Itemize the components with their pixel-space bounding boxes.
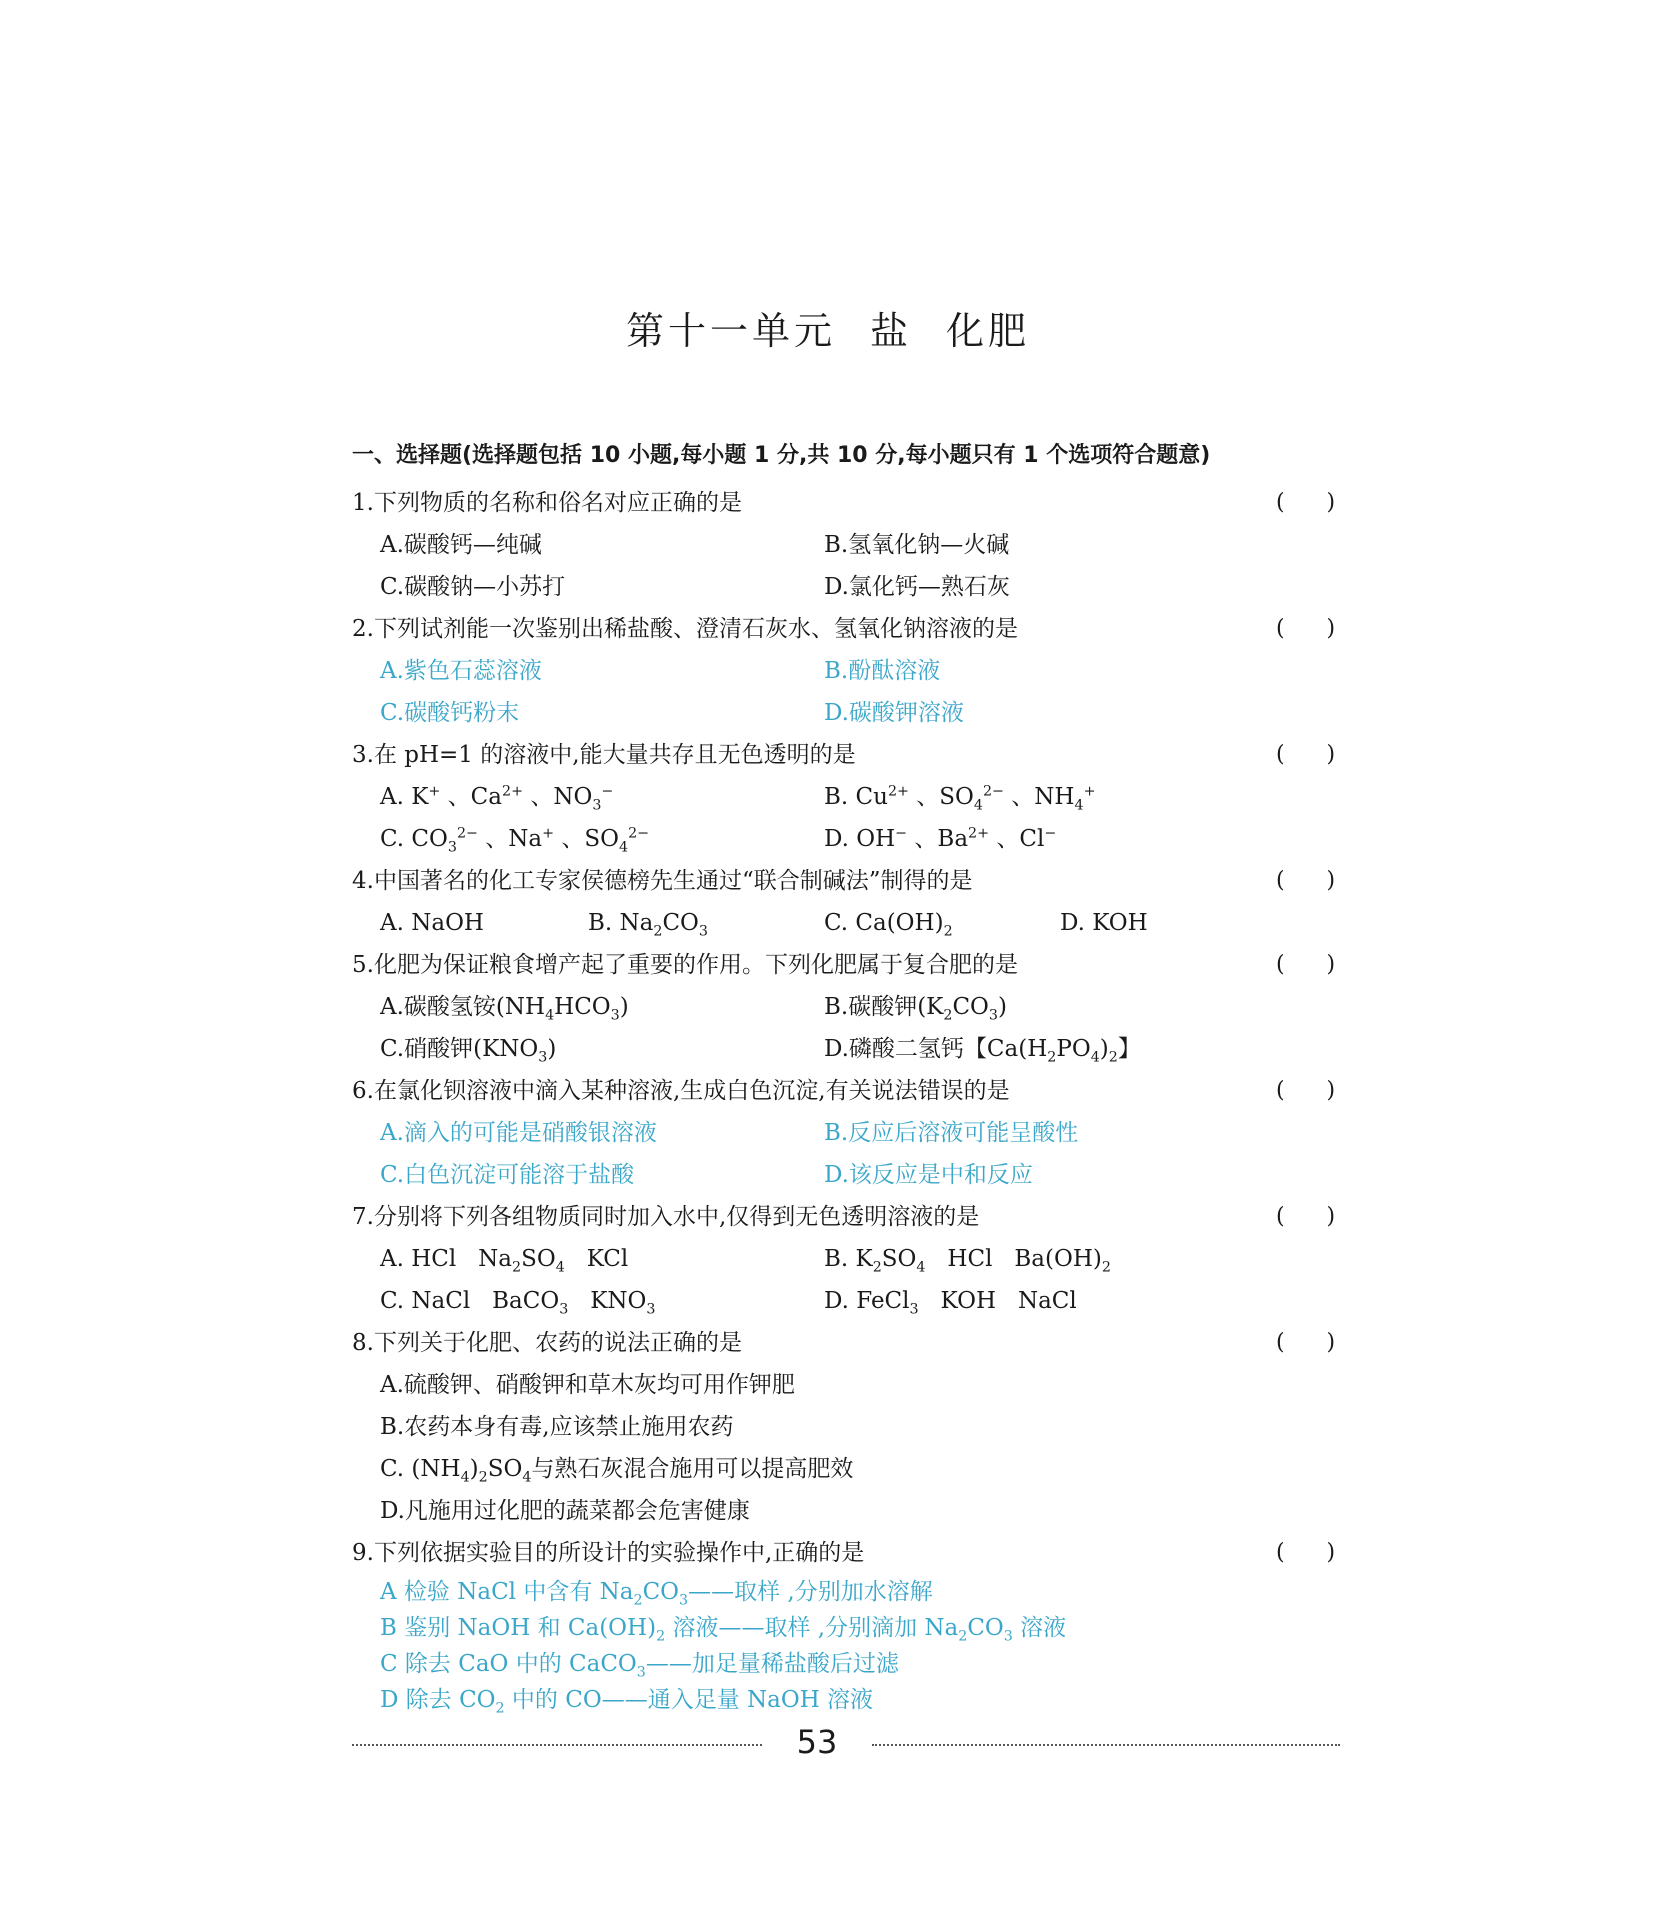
question-stem: [352, 1196, 1352, 1238]
question-content: [352, 440, 1352, 1718]
option-c: C.碳酸钠—小苏打: [380, 574, 566, 600]
option-d: D. FeCl$_3$ KOH NaCl: [824, 1288, 1077, 1318]
answer-blank: ( ): [1276, 952, 1336, 977]
option-a: A.碳酸氢铵$(NH_4HCO_3)$: [380, 994, 629, 1024]
option-c: C.碳酸钙粉末: [380, 700, 520, 726]
option-row: [352, 1448, 1352, 1490]
option-b-end: 溶液: [1012, 1615, 1067, 1641]
question-stem-text: 6.在氯化钡溶液中滴入某种溶液,生成白色沉淀,有关说法错误的是: [352, 1078, 1010, 1104]
option-a-text: ——取样 ,分别加水溶解: [688, 1579, 933, 1605]
option-b: B.碳酸钾$(K_2CO_3)$: [824, 994, 1007, 1024]
option-b: B.酚酞溶液: [824, 658, 941, 684]
answer-blank: ( ): [1276, 1204, 1336, 1229]
section-heading: 一、选择题(选择题包括 10 小题,每小题 1 分,共 10 分,每小题只有 1 个选项符合题意): [352, 443, 1211, 468]
option-b: B.农药本身有毒,应该禁止施用农药: [380, 1414, 734, 1440]
option-row: [352, 776, 1352, 818]
option-row: [352, 1682, 1352, 1718]
option-row: [352, 1574, 1352, 1610]
question-stem: [352, 944, 1352, 986]
option-b: B. $Cu^{2+}$ 、$SO_4^{2-}$ 、$NH_4^+$: [824, 783, 1096, 814]
option-row: [352, 1610, 1352, 1646]
question-6: [352, 1070, 1352, 1196]
option-c: C.硝酸钾$(KNO_3)$: [380, 1036, 557, 1066]
answer-blank: ( ): [1276, 1330, 1336, 1355]
question-5: [352, 944, 1352, 1070]
option-d: D. KOH: [1060, 910, 1148, 936]
option-a: A. NaOH: [380, 910, 484, 936]
question-stem: [352, 734, 1352, 776]
option-b: B.反应后溶液可能呈酸性: [824, 1120, 1079, 1146]
answer-blank: ( ): [1276, 742, 1336, 767]
option-row: [352, 1154, 1352, 1196]
question-stem-text: 7.分别将下列各组物质同时加入水中,仅得到无色透明溶液的是: [352, 1204, 980, 1230]
question-stem: [352, 860, 1352, 902]
option-row: [352, 692, 1352, 734]
option-c: C. $CO_3^{2-}$ 、Na+ 、$SO_4^{2-}$: [380, 825, 650, 856]
option-row: [352, 566, 1352, 608]
option-row: [352, 524, 1352, 566]
option-row: [352, 1280, 1352, 1322]
option-d: D.该反应是中和反应: [824, 1162, 1033, 1188]
option-a: A.紫色石蕊溶液: [380, 658, 542, 684]
option-c-text: 与熟石灰混合施用可以提高肥效: [531, 1456, 854, 1482]
option-d: D.磷酸二氢钙【$Ca(H_2PO_4)_2$】: [824, 1036, 1141, 1066]
question-stem: [352, 1070, 1352, 1112]
option-d: D.凡施用过化肥的蔬菜都会危害健康: [380, 1498, 750, 1524]
answer-blank: ( ): [1276, 1540, 1336, 1565]
option-c-text: ——加足量稀盐酸后过滤: [645, 1651, 899, 1677]
option-row: [352, 1406, 1352, 1448]
option-row: [352, 1112, 1352, 1154]
option-row: [352, 818, 1352, 860]
option-c: C. $(NH_4)_2SO_4$与熟石灰混合施用可以提高肥效: [380, 1456, 854, 1486]
option-a: A.滴入的可能是硝酸银溶液: [380, 1120, 657, 1146]
question-7: [352, 1196, 1352, 1322]
question-9: [352, 1532, 1352, 1718]
question-2: [352, 608, 1352, 734]
option-b: B.氢氧化钠—火碱: [824, 532, 1010, 558]
unit-title: [0, 300, 1656, 355]
option-d: D.碳酸钾溶液: [824, 700, 964, 726]
option-c: C. $Ca(OH)_2$: [824, 910, 953, 940]
option-c: C.白色沉淀可能溶于盐酸: [380, 1162, 635, 1188]
option-a: A 检验 NaCl 中含有 $Na_2CO_3——$取样 ,分别加水溶解: [380, 1579, 933, 1609]
option-c: C 除去 CaO 中的 CaCO$_3$——加足量稀盐酸后过滤: [380, 1651, 899, 1681]
question-stem-text: 4.中国著名的化工专家侯德榜先生通过“联合制碱法”制得的是: [352, 868, 973, 894]
option-b: B. $Na_2CO_3$: [588, 910, 708, 940]
question-stem: [352, 482, 1352, 524]
unit-title-salt: 盐: [869, 309, 912, 353]
question-stem-text: 8.下列关于化肥、农药的说法正确的是: [352, 1330, 742, 1356]
question-stem: [352, 608, 1352, 650]
option-a: A.碳酸钙—纯碱: [380, 532, 542, 558]
option-d: D.氯化钙—熟石灰: [824, 574, 1010, 600]
option-a: A.硫酸钾、硝酸钾和草木灰均可用作钾肥: [380, 1372, 795, 1398]
question-stem: [352, 1322, 1352, 1364]
question-stem: [352, 1532, 1352, 1574]
question-stem-text: 3.在 pH=1 的溶液中,能大量共存且无色透明的是: [352, 742, 856, 768]
option-d: D. OH− 、$Ba^{2+}$ 、Cl−: [824, 825, 1057, 852]
option-row: [352, 650, 1352, 692]
option-d: D 除去 $CO_2$ 中的 CO——通入足量 NaOH 溶液: [380, 1687, 874, 1717]
question-8: [352, 1322, 1352, 1532]
page-footer: [352, 1722, 1340, 1762]
answer-blank: ( ): [1276, 1078, 1336, 1103]
option-row: [352, 1028, 1352, 1070]
option-a: A. K+ 、$Ca^{2+}$ 、$NO_3^-$: [380, 783, 614, 814]
question-stem-text: 1.下列物质的名称和俗名对应正确的是: [352, 490, 742, 516]
option-row: [352, 1364, 1352, 1406]
answer-blank: ( ): [1276, 490, 1336, 515]
answer-blank: ( ): [1276, 616, 1336, 641]
option-row: [352, 1238, 1352, 1280]
footer-divider-right: [872, 1744, 1340, 1746]
option-row: [352, 1490, 1352, 1532]
footer-divider-left: [352, 1744, 762, 1746]
option-b-text: ——取样 ,分别滴加: [718, 1615, 925, 1641]
question-1: [352, 482, 1352, 608]
option-b: B. $K_2SO_4$ HCl $Ba(OH)_2$: [824, 1246, 1111, 1276]
unit-title-number: 第十一单元: [625, 309, 836, 353]
answer-blank: ( ): [1276, 868, 1336, 893]
option-row: [352, 1646, 1352, 1682]
option-row: [352, 902, 1352, 944]
question-3: [352, 734, 1352, 860]
question-stem-text: 9.下列依据实验目的所设计的实验操作中,正确的是: [352, 1540, 865, 1566]
page-number: 53: [796, 1723, 838, 1761]
option-a: A. HCl $Na_2SO_4$ KCl: [380, 1246, 629, 1276]
unit-title-fertilizer: 化肥: [946, 309, 1031, 353]
question-4: [352, 860, 1352, 944]
question-stem-text: 5.化肥为保证粮食增产起了重要的作用。下列化肥属于复合肥的是: [352, 952, 1018, 978]
option-c: C. NaCl BaCO$_3$ $KNO_3$: [380, 1288, 656, 1318]
option-b: B 鉴别 NaOH 和 $Ca(OH)_2$ 溶液——取样 ,分别滴加 $Na_2CO_3$ 溶液: [380, 1615, 1067, 1645]
question-stem-text: 2.下列试剂能一次鉴别出稀盐酸、澄清石灰水、氢氧化钠溶液的是: [352, 616, 1018, 642]
option-row: [352, 986, 1352, 1028]
option-d-text: ——通入足量 NaOH 溶液: [601, 1687, 874, 1713]
